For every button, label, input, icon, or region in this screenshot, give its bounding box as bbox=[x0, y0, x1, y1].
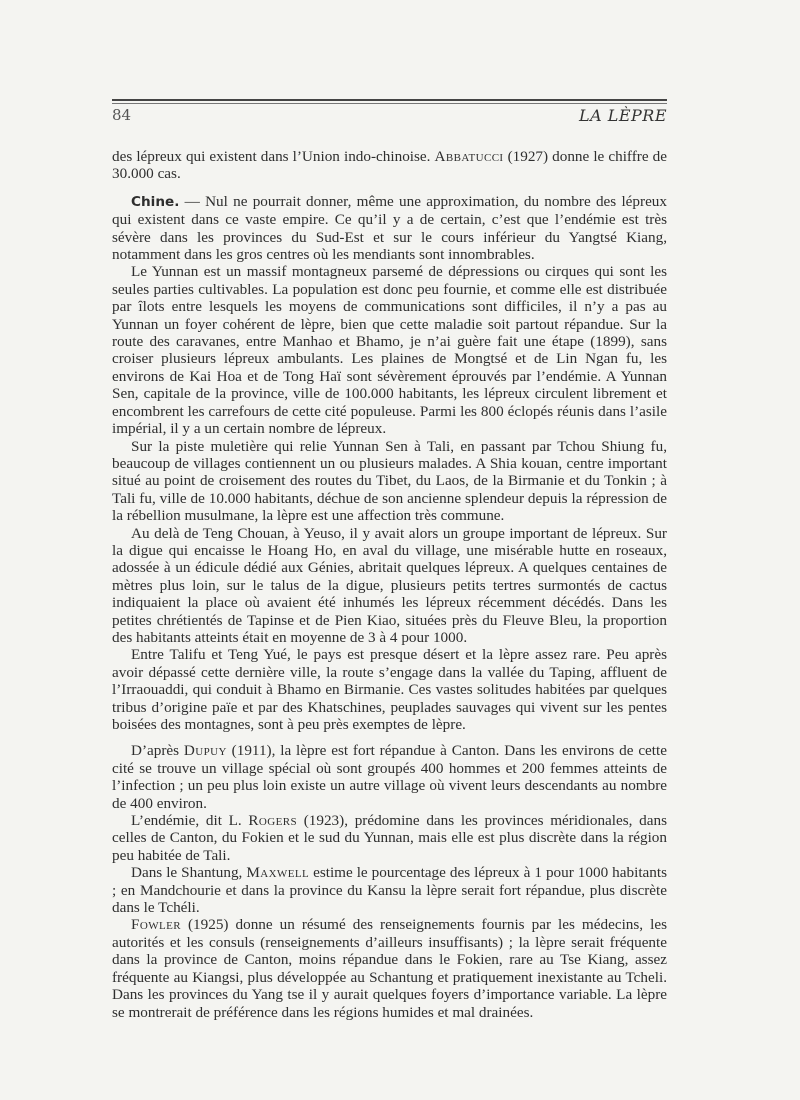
author-name: Dupuy bbox=[183, 742, 227, 760]
section-paragraph-chine bbox=[112, 193, 667, 264]
header-rule-thin bbox=[112, 103, 667, 104]
page-number: 84 bbox=[112, 106, 132, 124]
paragraph bbox=[112, 148, 667, 183]
header-rule-thick bbox=[112, 99, 667, 101]
author-name: Rogers bbox=[248, 812, 297, 830]
paragraph: Au delà de Teng Chouan, à Yeuso, il y avait alors un groupe important de lépreux. Sur la digue qui encaisse le Hoang Ho, en aval du village, une misérable hutte en roseaux, adossée à un édicule dédié aux Génies, abritait quelques lépreux. A quelques centaines de mètres plus loin, sur le talus de la digue, plusieurs petits tertres surmontés de cactus indiquaient la place où avaient été inhumés les lépreux récemment décédés. Dans les petites chrétientés de Tapinse et de Pien Kiao, situées près du Fleuve Bleu, la proportion des habitants atteints était en moyenne de 3 à 4 pour 1000. bbox=[112, 524, 667, 646]
text-run: — Nul ne pourrait donner, même une approximation, du nombre des lépreux qui existent dans ce vaste empire. Ce qu’il y a de certain, c’est que l’endémie est très sévère dans les provinces du Sud-Est et sur le cours inférieur du Yangtsé Kiang, notamment dans les gros centres où les mendiants sont innombrables. bbox=[112, 192, 667, 264]
paragraph: Le Yunnan est un massif montagneux parsemé de dépressions ou cirques qui sont les seules parties cultivables. La population est donc peu fournie, et comme elle est distribuée par îlots entre lesquels les moyens de communications sont difficiles, il n’y a pas au Yunnan un foyer cohérent de lèpre, bien que cette maladie soit partout répandue. Sur la route des caravanes, entre Manhao et Bhamo, je n’ai guère fait une étape (1899), sans croiser plusieurs lépreux ambulants. Les plaines de Mongtsé et de Lin Ngan fu, les environs de Kai Hoa et de Tong Haï sont sévèrement éprouvés par l’endémie. A Yunnan Sen, capitale de la province, ville de 100.000 habitants, les lépreux circulent librement et encombrent les carrefours de cette cité populeuse. Parmi les 800 éclopés réunis dans l’asile impérial, il y a un certain nombre de lépreux. bbox=[112, 263, 667, 438]
running-title: LA LÈPRE bbox=[578, 106, 667, 125]
text-run: (1925) donne un résumé des renseignements fournis par les médecins, les autorités et les consuls (renseignements d’ailleurs insuffisants) ; la lèpre serait fréquente dans la province de Canton, moins répandue dans le Fokien, rare au Tse Kiang, assez fréquente au Kiangsi, plus développée au Schantung et pratiquement inexistante au Tcheli. Dans les provinces du Yang tse il y aurait quelques foyers d’importance variable. La lèpre se montrerait de préférence dans les régions humides et mal drainées. bbox=[112, 916, 667, 1021]
text-run: (1911), la lèpre est fort répandue à Canton. Dans les environs de cette cité se trouve un village spécial où sont groupés 400 hommes et 200 femmes atteints de l’infection ; un peu plus loin existe un autre village où vivent leurs descendants au nombre de 400 environ. bbox=[112, 742, 667, 812]
author-name: Abbatucci bbox=[434, 148, 504, 165]
paragraph bbox=[112, 812, 667, 864]
paragraph: Entre Talifu et Teng Yué, le pays est presque désert et la lèpre assez rare. Peu après avoir dépassé cette dernière ville, la route s’engage dans la vallée du Taping, affluent de l’Irraouaddi, qui conduit à Bhamo en Birmanie. Ces vastes solitudes habitées par quelques tribus d’origine païe et par des Khatschines, peuplades sauvages qui vivent sur les pentes boisées des montagnes, sont à peu près exemptes de lèpre. bbox=[112, 646, 667, 733]
text-run: estime le pourcentage des lépreux à 1 pour 1000 habitants ; en Mandchourie et dans la province du Kansu la lèpre serait fort répandue, plus discrète dans le Tchéli. bbox=[112, 864, 667, 917]
paragraph bbox=[112, 864, 667, 916]
text-run: (1923), prédomine dans les provinces méridionales, dans celles de Canton, du Fokien et le sud du Yunnan, mais elle est plus discrète dans la région peu habitée de Tali. bbox=[112, 812, 667, 864]
text-run: D’après bbox=[131, 742, 184, 760]
section-heading: Chine. bbox=[131, 193, 180, 210]
text-run: des lépreux qui existent dans l’Union indo-chinoise. bbox=[112, 148, 435, 165]
paragraph bbox=[112, 742, 667, 812]
body-text bbox=[112, 148, 667, 1021]
paragraph bbox=[112, 916, 667, 1020]
text-run: (1927) donne le chiffre de 30.000 cas. bbox=[112, 148, 667, 183]
text-run: L’endémie, dit L. bbox=[131, 812, 249, 830]
author-name: Fowler bbox=[131, 916, 181, 934]
text-run: Dans le Shantung, bbox=[131, 864, 247, 882]
page-header bbox=[112, 106, 667, 128]
paragraph: Sur la piste muletière qui relie Yunnan Sen à Tali, en passant par Tchou Shiung fu, beaucoup de villages contiennent un ou plusieurs malades. A Shia kouan, centre important situé au point de croisement des routes du Tibet, du Laos, de la Birmanie et du Tonkin ; à Tali fu, ville de 10.000 habitants, déchue de son ancienne splendeur depuis la répression de la rébellion musulmane, la lèpre est une affection très commune. bbox=[112, 437, 667, 525]
author-name: Maxwell bbox=[246, 864, 310, 882]
